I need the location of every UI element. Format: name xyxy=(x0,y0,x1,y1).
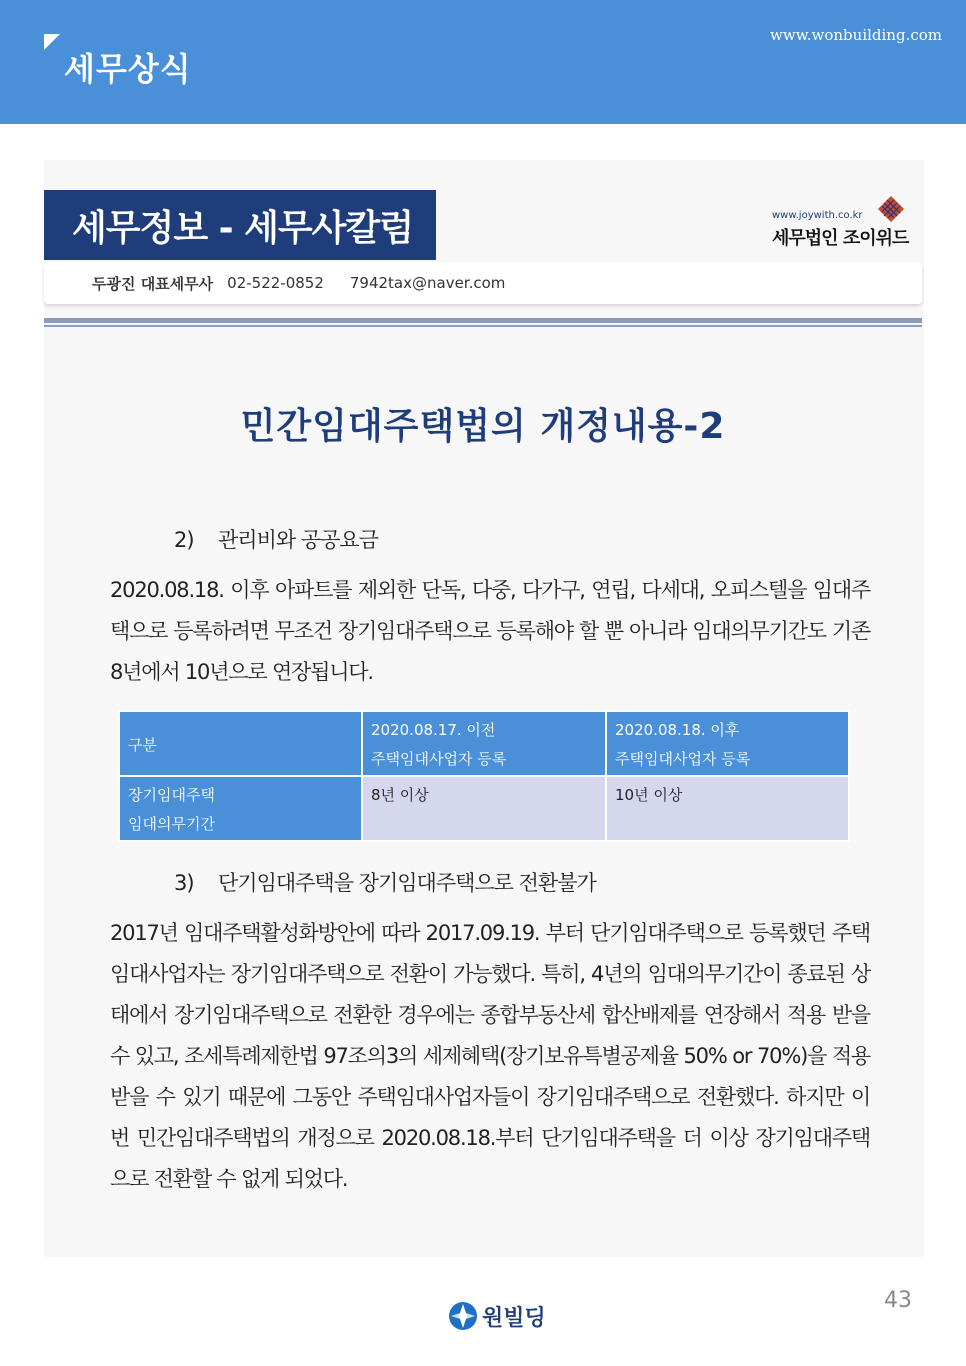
section-2-title: 관리비와 공공요금 xyxy=(218,528,378,552)
firm-url: www.joywith.co.kr xyxy=(772,210,863,221)
section-2-number: 2) xyxy=(174,528,194,552)
author-phone: 02-522-0852 xyxy=(227,274,324,292)
page-number: 43 xyxy=(884,1288,912,1313)
table-cell-after: 10년 이상 xyxy=(606,776,849,841)
author-bar xyxy=(44,262,922,304)
section-3-title: 단기임대주택을 장기임대주택으로 전환불가 xyxy=(218,871,596,895)
header-band xyxy=(0,0,966,124)
firm-logo xyxy=(766,192,916,252)
site-url[interactable]: www.wonbuilding.com xyxy=(770,26,942,44)
author-name: 두광진 대표세무사 xyxy=(92,274,214,293)
section-3-body: 2017년 임대주택활성화방안에 따라 2017.09.19. 부터 단기임대주택으로 등록했던 주택임대사업자는 장기임대주택으로 전환이 가능했다. 특히, 4년의 임대의무기간이 종료된 상태에서 장기임대주택으로 전환한 경우에는 종합부동산세 합산배제를 연장해서 적용 받을 수 있고, 조세특례제한법 97조의3의 세제혜택(장기보유특별공제율 50% or 70%)을 적용받을 수 있기 때문에 그동안 주택임대사업자들이 장기임대주택으로 전환했다. 하지만 이번 민간임대주택법의 개정으로 2020.08.18.부터 단기임대주택을 더 이상 장기임대주택으로 전환할 수 없게 되었다. xyxy=(110,921,870,1191)
section-2-body: 2020.08.18. 이후 아파트를 제외한 단독, 다중, 다가구, 연립, 다세대, 오피스텔을 임대주택으로 등록하려면 무조건 장기임대주택으로 등록해야 할 뿐 아니라 임대의무기간도 기존 8년에서 10년으로 연장됩니다. xyxy=(110,578,870,684)
firm-diamond-icon xyxy=(878,196,904,222)
column-banner: 세무정보 - 세무사칼럼 xyxy=(44,190,436,260)
table-cell-before: 8년 이상 xyxy=(362,776,606,841)
section-3-number: 3) xyxy=(174,871,194,895)
table-row-label: 장기임대주택 임대의무기간 xyxy=(119,776,362,841)
section-3-heading xyxy=(174,867,596,897)
footer-brand: 원빌딩 xyxy=(482,1305,546,1331)
divider-thin xyxy=(44,325,922,327)
divider-thick xyxy=(44,318,922,323)
comparison-table xyxy=(118,710,848,838)
author-email[interactable]: 7942tax@naver.com xyxy=(349,274,506,292)
section-title: 세무상식 xyxy=(64,50,192,88)
article-title: 민간임대주택법의 개정내용-2 xyxy=(240,406,726,447)
corner-mark-icon xyxy=(44,34,60,50)
table-header-label: 구분 xyxy=(119,711,362,776)
section-2-heading xyxy=(174,524,378,554)
footer-logo xyxy=(448,1300,546,1332)
table-header-before: 2020.08.17. 이전 주택임대사업자 등록 xyxy=(362,711,606,776)
wonbuilding-logo-icon xyxy=(448,1301,478,1331)
firm-name: 세무법인 조이위드 xyxy=(772,228,909,249)
table-header-after: 2020.08.18. 이후 주택임대사업자 등록 xyxy=(606,711,849,776)
